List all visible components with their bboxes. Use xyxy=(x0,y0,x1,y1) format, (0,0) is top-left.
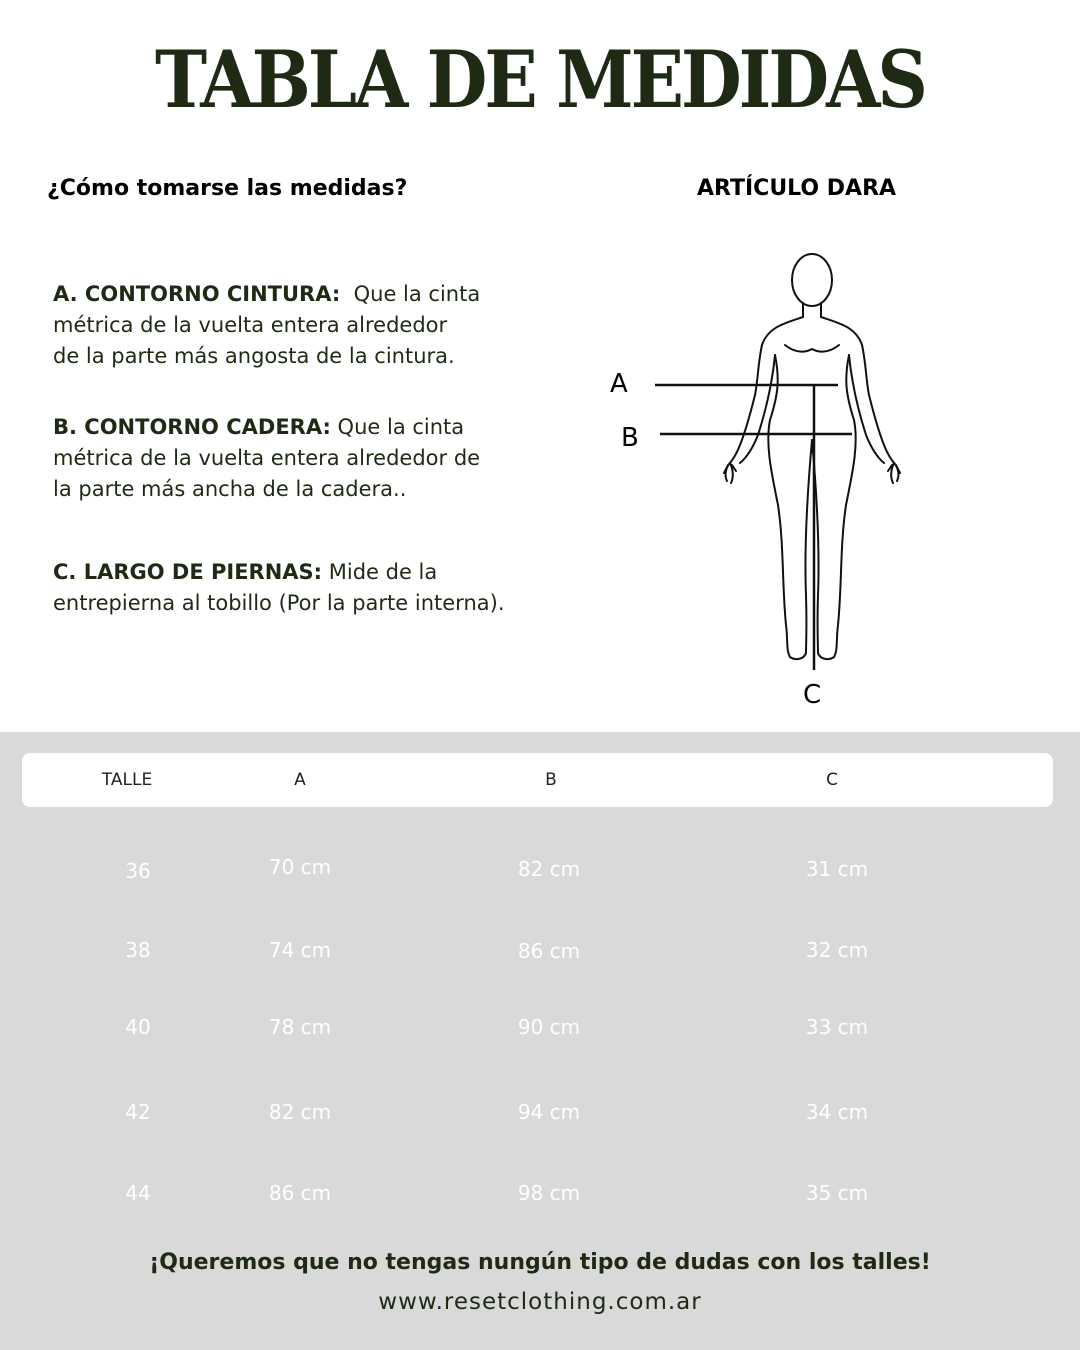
cell-talle: 36 xyxy=(125,859,151,883)
header-c: C xyxy=(826,770,838,790)
cell-a: 70 cm xyxy=(268,855,332,879)
cell-talle: 38 xyxy=(125,938,151,962)
size-table xyxy=(0,732,1080,1350)
cell-c: 32 cm xyxy=(805,938,869,962)
measure-c-label: C. LARGO DE PIERNAS: xyxy=(53,560,323,584)
cell-talle: 44 xyxy=(125,1181,151,1205)
cell-c: 34 cm xyxy=(805,1100,869,1124)
footer-website-link[interactable]: www.resetclothing.com.ar xyxy=(378,1289,702,1315)
body-figure-illustration xyxy=(600,245,920,715)
measure-a-text-1: Que la cinta xyxy=(340,282,481,306)
cell-b: 82 cm xyxy=(517,857,581,881)
article-heading: ARTÍCULO DARA xyxy=(697,176,897,201)
cell-c: 31 cm xyxy=(805,857,869,881)
cell-a: 74 cm xyxy=(268,938,332,962)
header-talle: TALLE xyxy=(101,770,153,790)
measure-b-text-1: Que la cinta xyxy=(330,415,465,439)
measure-c-description xyxy=(53,557,505,619)
header-b: B xyxy=(545,770,557,790)
measure-b-label: B. CONTORNO CADERA: xyxy=(53,415,331,439)
measure-c-text-2: entrepierna al tobillo (Por la parte interna). xyxy=(53,591,505,615)
cell-b: 94 cm xyxy=(517,1100,581,1124)
figure-label-a: A xyxy=(610,369,628,399)
body-silhouette-icon xyxy=(600,245,920,715)
cell-talle: 42 xyxy=(125,1100,151,1124)
measure-c-text-1: Mide de la xyxy=(322,560,438,584)
cell-a: 78 cm xyxy=(268,1015,332,1039)
footer-message: ¡Queremos que no tengas nungún tipo de dudas con los talles! xyxy=(149,1250,931,1275)
cell-c: 33 cm xyxy=(805,1015,869,1039)
cell-b: 90 cm xyxy=(517,1015,581,1039)
measure-a-description xyxy=(53,279,480,372)
measure-b-text-3: la parte más ancha de la cadera.. xyxy=(53,477,407,501)
measure-a-label: A. CONTORNO CINTURA: xyxy=(53,282,341,306)
cell-a: 86 cm xyxy=(268,1181,332,1205)
cell-b: 86 cm xyxy=(517,939,581,963)
cell-b: 98 cm xyxy=(517,1181,581,1205)
figure-label-c: C xyxy=(803,680,822,710)
cell-a: 82 cm xyxy=(268,1100,332,1124)
table-header xyxy=(22,753,1053,807)
measure-a-text-3: de la parte más angosta de la cintura. xyxy=(53,344,455,368)
cell-talle: 40 xyxy=(125,1015,151,1039)
header-a: A xyxy=(294,770,306,790)
measure-b-text-2: métrica de la vuelta entera alrededor de xyxy=(53,446,481,470)
cell-c: 35 cm xyxy=(805,1181,869,1205)
measure-b-description xyxy=(53,412,480,505)
how-to-measure-heading: ¿Cómo tomarse las medidas? xyxy=(47,176,408,201)
page-title: TABLA DE MEDIDAS xyxy=(155,33,925,126)
measure-a-text-2: métrica de la vuelta entera alrededor xyxy=(53,313,448,337)
figure-label-b: B xyxy=(621,423,639,453)
